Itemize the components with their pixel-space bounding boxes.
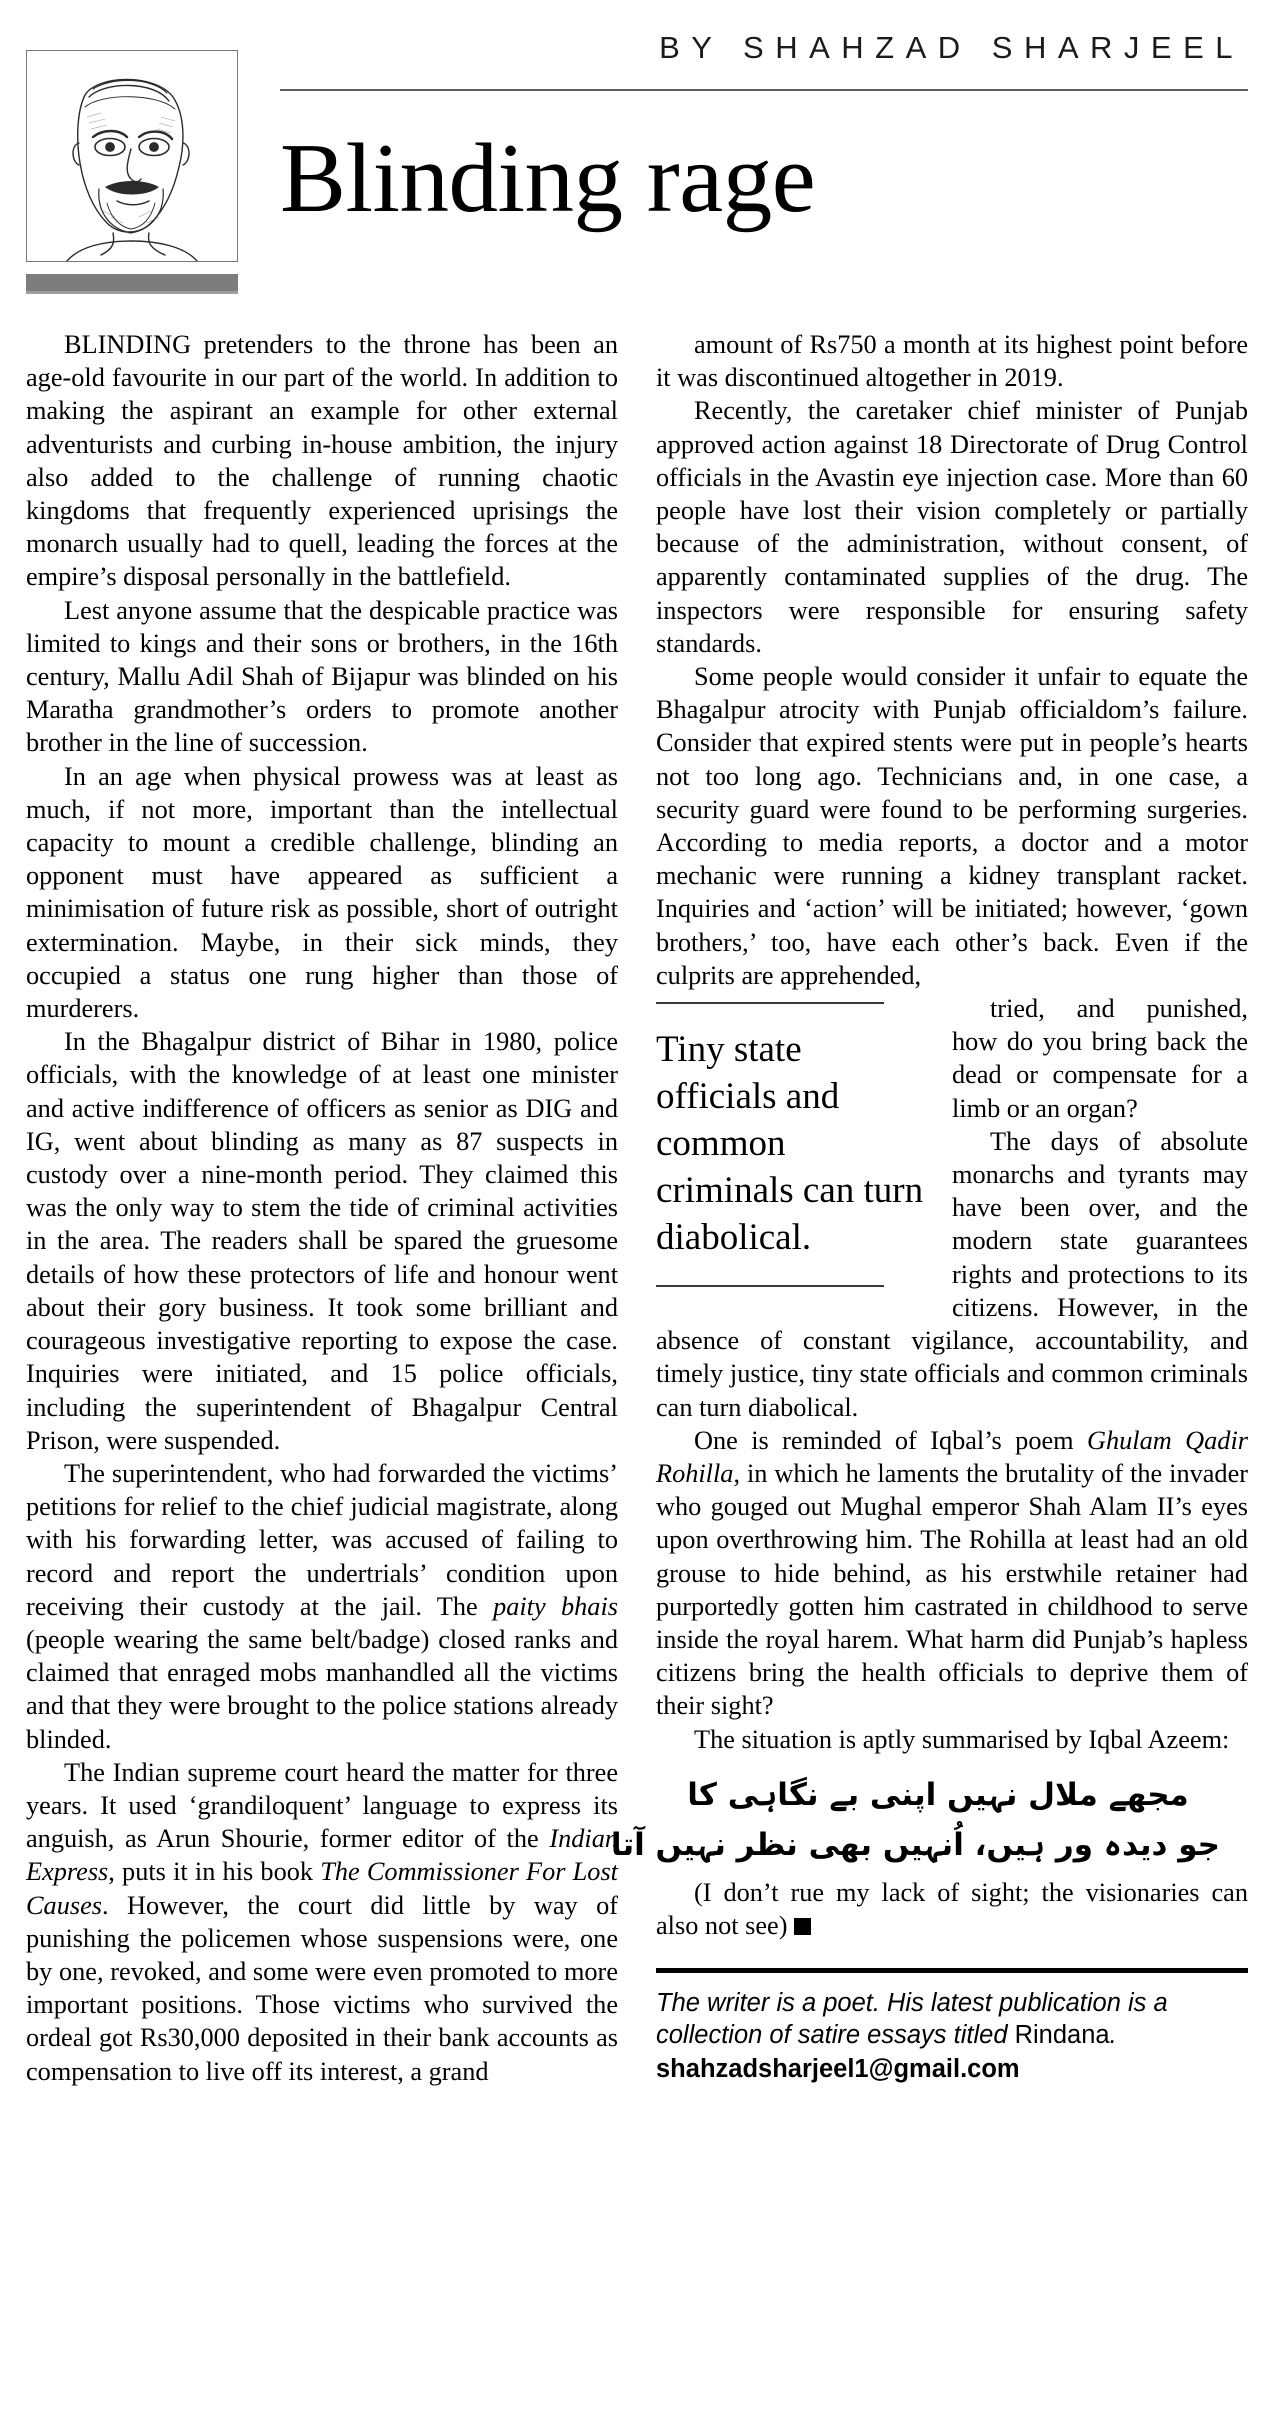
paragraph: BLINDING pretenders to the throne has been an age-old favourite in our part of the world. In addition to making the aspirant an example for other external adventurists and curbing in-house ambition, the injury also added to the challenge of running chaotic kingdoms that frequently experienced uprisings the monarch usually had to quell, leading the forces at the empire’s disposal personally in the battlefield. [26, 330, 618, 592]
pull-quote-text: Tiny state officials and common criminals can turn diabolical. [656, 1029, 924, 1259]
couplet-translation [656, 1876, 1248, 1942]
article-columns [26, 328, 1248, 2088]
left-column [26, 328, 618, 2088]
paragraph: The situation is aptly summarised by Iqbal Azeem: [694, 1724, 1230, 1754]
urdu-line-1: مجھے ملال نہیں اپنی بے نگاہی کا [687, 1776, 1189, 1813]
end-mark-icon [794, 1918, 811, 1935]
right-column [610, 328, 1248, 2088]
italic-poem-title: Ghulam Qadir Rohilla [656, 1425, 1248, 1488]
portrait-block [26, 24, 240, 294]
page-title: Blinding rage [280, 124, 816, 233]
text-run: (people wearing the same belt/badge) closed ranks and claimed that enraged mobs manhandled all the victims and that they were brought to the police stations already blinded. [26, 1624, 618, 1754]
translation-text: (I don’t rue my lack of sight; the visionaries can also not see) [656, 1877, 1248, 1940]
footer-divider [656, 1968, 1248, 1973]
pull-quote-rule-bottom [656, 1285, 884, 1287]
paragraph-with-italics [26, 1457, 618, 1756]
text-run: , in which he laments the brutality of the invader who gouged out Mughal emperor Shah Alam II’s eyes upon overthrowing him. The Rohilla at least had an old grouse to hide behind, as his erstwhile retainer had purportedly gotten him castrated in childhood to serve inside the royal harem. What harm did Punjab’s hapless citizens bring the health officials to deprive them of their sight? [656, 1458, 1248, 1721]
book-title: Rindana [1014, 2021, 1110, 2050]
headline-block [240, 24, 1248, 296]
masthead [26, 24, 1248, 294]
pull-quote-block [656, 1002, 928, 1287]
pull-quote-rule-top [656, 1002, 884, 1004]
byline: BY SHAHZAD SHARJEEL [659, 30, 1244, 65]
urdu-couplet [610, 1770, 1248, 1870]
author-bio [656, 1987, 1248, 2051]
portrait-illustration-icon [27, 51, 237, 261]
italic-term: paity bhais [493, 1591, 618, 1621]
author-email[interactable]: shahzadsharjeel1@gmail.com [656, 2055, 1020, 2084]
text-run: The Indian supreme court heard the matter for three years. It used ‘grandiloquent’ language to express its anguish, as Arun Shourie, former editor of the [26, 1757, 618, 1854]
bio-text: The writer is a poet. His latest publication is a collection of satire essays titled [656, 1989, 1168, 2050]
text-run: One is reminded of Iqbal’s poem [694, 1425, 1088, 1455]
byline-divider [280, 89, 1248, 91]
paragraph: The days of absolute monarchs and tyrants may have been over, and the modern state guarantees rights and protections to its citizens. However, in the absence of constant vigilance, accountability, and timely justice, tiny state officials and common criminals can turn diabolical. [656, 1126, 1248, 1422]
paragraph: In an age when physical prowess was at least as much, if not more, important than the intellectual capacity to mount a credible challenge, blinding an opponent must have appeared as sufficient a minimisation of future risk as possible, short of outright extermination. Maybe, in their sick minds, they occupied a status one rung higher than those of murderers. [26, 761, 618, 1024]
text-run: The superintendent, who had forwarded the victims’ petitions for relief to the chief judicial magistrate, along with his forwarding letter, was accused of failing to record and report the undertrials’ condition upon receiving their custody at the jail. The [26, 1458, 618, 1621]
text-run: . However, the court did little by way of punishing the policemen whose suspensions were, one by one, revoked, and some were even promoted to more important positions. Those victims who survived the ordeal got Rs30,000 deposited in their bank accounts as compensation to live off its interest, a grand [26, 1890, 618, 2086]
urdu-line-2: جو دیدہ ور ہیں، اُنہیں بھی نظر نہیں آتا [610, 1826, 1220, 1863]
author-portrait [26, 50, 238, 262]
paragraph-with-italics [656, 1424, 1248, 1723]
text-run: , puts it in his book [108, 1857, 321, 1887]
paragraph: Lest anyone assume that the despicable practice was limited to kings and their sons or brothers, in the 16th century, Mallu Adil Shah of Bijapur was blinded on his Maratha grandmother’s orders to promote another brother in the line of succession. [26, 595, 618, 758]
portrait-accent-bar [26, 274, 238, 294]
italic-book-title: The Commissioner For Lost Causes [26, 1857, 618, 1920]
paragraph: tried, and punished, how do you bring back the dead or compensate for a limb or an organ? [952, 994, 1248, 1123]
paragraph: Recently, the caretaker chief minister of Punjab approved action against 18 Directorate of Drug Control officials in the Avastin eye injection case. More than 60 people have lost their vision completely or partially because of the administration, without consent, of apparently contaminated supplies of the drug. The inspectors were responsible for ensuring safety standards. [656, 396, 1248, 658]
paragraph-with-italics [26, 1756, 618, 2088]
italic-publication: Indian Express [26, 1824, 618, 1887]
paragraph: In the Bhagalpur district of Bihar in 1980, police officials, with the knowledge of at least one minister and active indifference of officers as senior as DIG and IG, went about blinding as many as 87 suspects in custody over a nine-month period. They claimed this was the only way to stem the tide of criminal activities in the area. The readers shall be spared the gruesome details of how these protectors of life and honour went about their gory business. It took some brilliant and courageous investigative reporting to expose the case. Inquiries were initiated, and 15 police officials, including the superintendent of Bhagalpur Central Prison, were suspended. [26, 1027, 618, 1455]
paragraph: Some people would consider it unfair to equate the Bhagalpur atrocity with Punjab officialdom’s failure. Consider that expired stents were put in people’s hearts not too long ago. Technicians and, in one case, a security guard were found to be performing surgeries. According to media reports, a doctor and a motor mechanic were running a kidney transplant racket. Inquiries and ‘action’ will be initiated; however, ‘gown brothers,’ too, have each other’s back. Even if the culprits are apprehended, [656, 662, 1248, 990]
bio-text-end: . [1109, 2021, 1117, 2050]
paragraph: amount of Rs750 a month at its highest point before it was discontinued altogether in 2019. [656, 330, 1248, 393]
